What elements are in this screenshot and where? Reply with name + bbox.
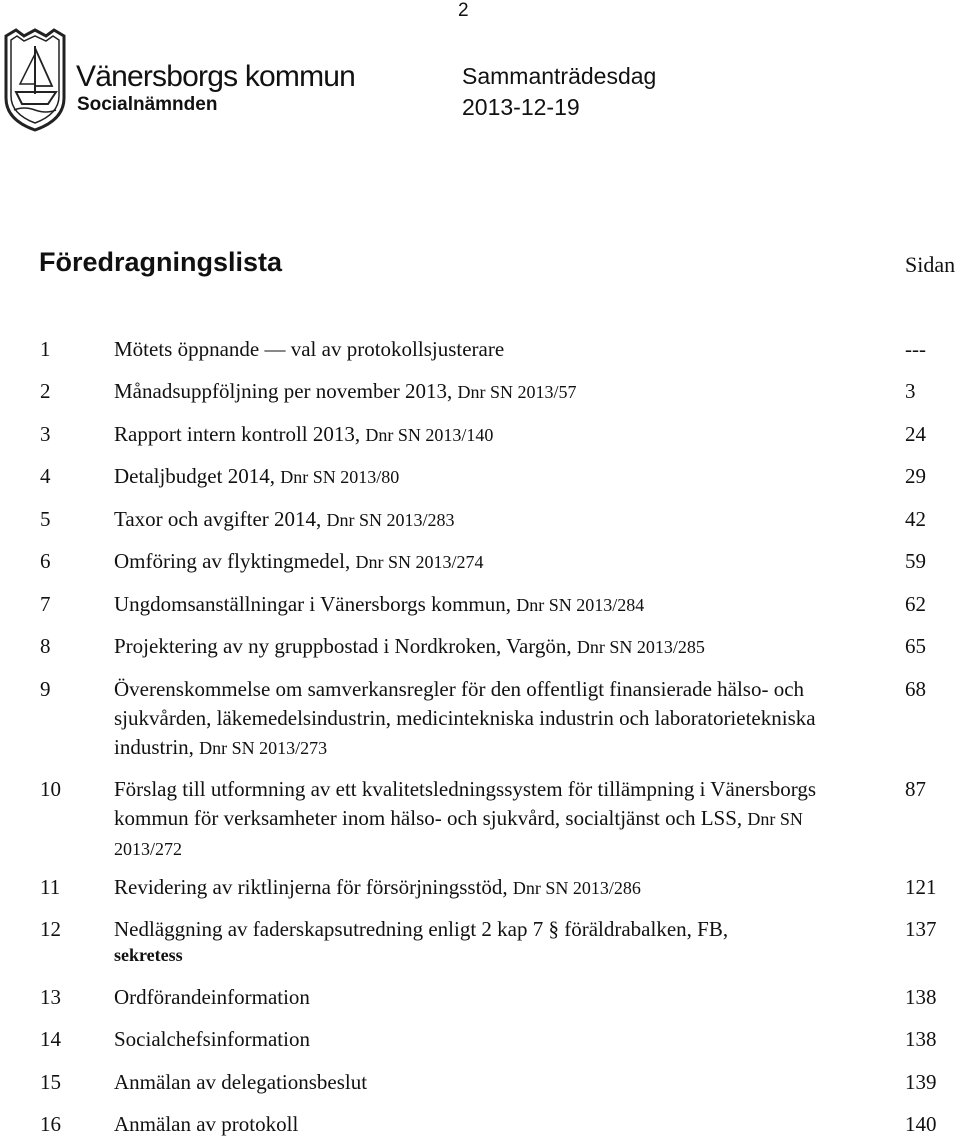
item-title: [114, 983, 844, 1012]
item-title-text: Månadsuppföljning per november 2013,: [114, 379, 453, 403]
item-title-text: Nedläggning av faderskapsutredning enligt 2 kap 7 § föräldrabalken, FB,: [114, 917, 729, 941]
item-number: 4: [40, 464, 51, 488]
item-number: 13: [40, 985, 61, 1009]
item-number: 9: [40, 677, 51, 701]
municipality-name: Vänersborgs kommun: [76, 60, 356, 93]
item-number: 2: [40, 379, 51, 403]
item-dnr: Dnr SN 2013/140: [365, 425, 494, 445]
item-title: [114, 873, 844, 903]
item-page: 139: [905, 1070, 937, 1094]
department-name: Socialnämnden: [77, 94, 218, 115]
item-page: 65: [905, 634, 926, 658]
item-title-text: Ungdomsanställningar i Vänersborgs kommun,: [114, 592, 512, 616]
item-number: 11: [40, 875, 61, 899]
item-dnr: Dnr SN 2013/272: [114, 809, 803, 859]
municipal-ship-emblem-icon: [2, 28, 68, 132]
item-page: 42: [905, 507, 926, 531]
item-page: 3: [905, 379, 916, 403]
item-title: [114, 1025, 844, 1054]
item-title-text: Detaljbudget 2014,: [114, 464, 275, 488]
item-dnr: Dnr SN 2013/80: [280, 467, 400, 487]
item-number: 3: [40, 422, 51, 446]
item-dnr: Dnr SN 2013/273: [199, 738, 328, 758]
item-title: [114, 675, 844, 763]
item-page: 62: [905, 592, 926, 616]
item-title-text: Projektering av ny gruppbostad i Nordkroken, Vargön,: [114, 634, 572, 658]
item-number: 14: [40, 1027, 61, 1051]
item-dnr: Dnr SN 2013/274: [355, 552, 484, 572]
item-title-text: Socialchefsinformation: [114, 1027, 310, 1051]
item-page: 87: [905, 777, 926, 801]
item-number: 7: [40, 592, 51, 616]
item-page: 137: [905, 917, 937, 941]
item-dnr: Dnr SN 2013/285: [576, 637, 705, 657]
item-number: 15: [40, 1070, 61, 1094]
item-title-text: Omföring av flyktingmedel,: [114, 549, 351, 573]
item-title: [114, 915, 844, 966]
item-title-text: Överenskommelse om samverkansregler för den offentligt finansierade hälso- och sjukvården, läkemedelsindustrin, medicintekniska industrin och laboratorietekniska industrin,: [114, 677, 816, 759]
item-title-text: Mötets öppnande — val av protokollsjusterare: [114, 337, 505, 361]
item-title: [114, 505, 844, 535]
item-number: 8: [40, 634, 51, 658]
item-title: [114, 775, 844, 864]
item-dnr: Dnr SN 2013/286: [512, 878, 641, 898]
item-page: 138: [905, 985, 937, 1009]
item-title: [114, 377, 844, 407]
item-page: 59: [905, 549, 926, 573]
page-title: Föredragningslista: [39, 247, 283, 277]
item-dnr: Dnr SN 2013/283: [326, 510, 455, 530]
item-dnr: Dnr SN 2013/57: [457, 382, 577, 402]
item-number: 6: [40, 549, 51, 573]
item-page: 140: [905, 1112, 937, 1136]
item-title-text: Förslag till utformning av ett kvalitetsledningssystem för tillämpning i Vänersborgs kommun för verksamheter inom hälso- och sjukvård, socialtjänst och LSS,: [114, 777, 817, 830]
item-number: 16: [40, 1112, 61, 1136]
item-page: 24: [905, 422, 926, 446]
item-number: 10: [40, 777, 61, 801]
item-number: 5: [40, 507, 51, 531]
item-number: 1: [40, 337, 51, 361]
item-title: [114, 590, 844, 620]
item-title: [114, 335, 844, 364]
item-title: [114, 632, 844, 662]
meeting-date: 2013-12-19: [462, 94, 580, 120]
item-title: [114, 1110, 844, 1139]
item-page: 138: [905, 1027, 937, 1051]
item-dnr: Dnr SN 2013/284: [516, 595, 645, 615]
item-number: 12: [40, 917, 61, 941]
page-number: 2: [458, 0, 469, 21]
item-page: 29: [905, 464, 926, 488]
item-title: [114, 462, 844, 492]
item-title-text: Rapport intern kontroll 2013,: [114, 422, 361, 446]
meeting-type: Sammanträdesdag: [462, 63, 657, 89]
item-title-text: Ordförandeinformation: [114, 985, 310, 1009]
item-title: [114, 1068, 844, 1097]
page-column-header: Sidan: [905, 252, 956, 277]
item-title: [114, 547, 844, 577]
item-confidential-note: sekretess: [114, 945, 183, 965]
item-title-text: Revidering av riktlinjerna för försörjningsstöd,: [114, 875, 508, 899]
item-page: 68: [905, 677, 926, 701]
item-page: 121: [905, 875, 937, 899]
item-title-text: Anmälan av protokoll: [114, 1112, 299, 1136]
item-title-text: Taxor och avgifter 2014,: [114, 507, 322, 531]
item-page: ---: [905, 337, 926, 361]
item-title: [114, 420, 844, 450]
item-title-text: Anmälan av delegationsbeslut: [114, 1070, 368, 1094]
